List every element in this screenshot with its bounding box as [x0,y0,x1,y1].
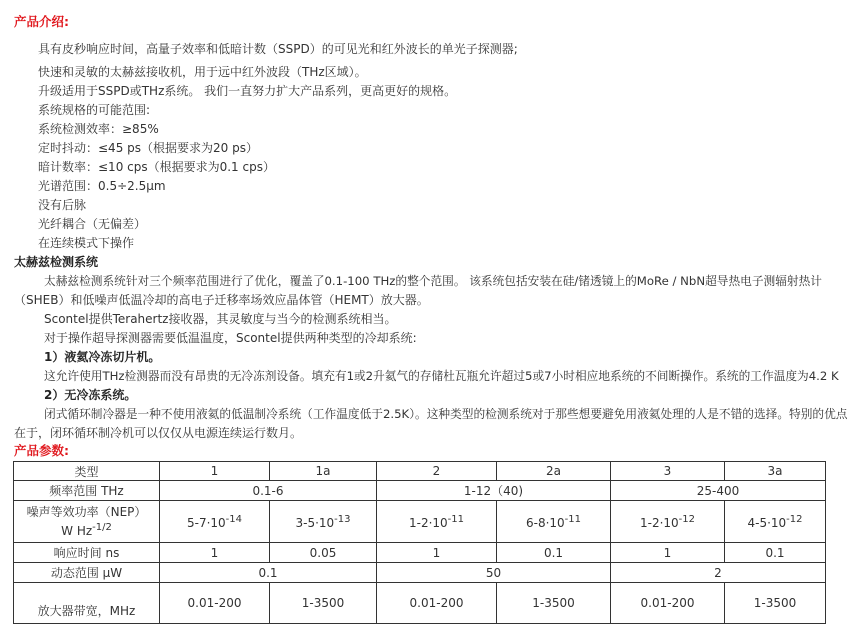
table-cell: $3-5\cdot 10^{-13}$ [270,501,377,543]
intro-line: 升级适用于SSPD或THz系统。 我们一直努力扩大产品系列，更高更好的规格。 [38,84,457,98]
table-row [14,462,826,481]
table-cell: 0.01-200 [160,583,270,624]
table-cell: 1a [270,462,377,481]
row-label: 频率范围 THz [14,481,160,501]
table-cell: $1-2\cdot 10^{-11}$ [377,501,497,543]
intro-line: 快速和灵敏的太赫兹接收机，用于远中红外波段（THz区域）。 [38,65,367,79]
row-label: 类型 [14,462,160,481]
row-label: 动态范围 μW [14,563,160,583]
table-cell: 25-400 [611,481,826,501]
table-cell: 1 [611,543,725,563]
cooling-item-text: 这允许使用THz检测器而没有昂贵的无冷冻剂设备。填充有1或2升氦气的存储杜瓦瓶允许超过5或7小时相应地系统的不间断操作。系统的工作温度为4.2 K [44,369,839,383]
table-cell: 0.01-200 [611,583,725,624]
intro-heading: 产品介绍: [14,14,69,29]
table-row [14,583,826,624]
table-cell: 3a [725,462,826,481]
row-label: 响应时间 ns [14,543,160,563]
table-cell: 1-3500 [270,583,377,624]
intro-line: 具有皮秒响应时间，高量子效率和低暗计数（SSPD）的可见光和红外波长的单光子探测器; [38,42,518,56]
intro-line: 没有后脉 [38,198,87,212]
nep-unit: W Hz [61,524,93,538]
table-cell: 0.1-6 [160,481,377,501]
table-cell: 2a [497,462,611,481]
intro-line: 定时抖动：≤45 ps（根据要求为20 ps） [38,141,258,155]
table-cell: 1 [160,462,270,481]
table-row [14,501,826,543]
table-cell: 1-12（40) [377,481,611,501]
table-cell: 3 [611,462,725,481]
table-row [14,563,826,583]
thz-paragraph: 对于操作超导探测器需要低温温度，Scontel提供两种类型的冷却系统: [44,331,417,345]
table-cell: 2 [377,462,497,481]
nep-unit-exp: -1/2 [92,522,112,533]
table-cell: 1 [377,543,497,563]
table-cell: 1-3500 [725,583,826,624]
thz-paragraph: Scontel提供Terahertz接收器，其灵敏度与当今的检测系统相当。 [44,312,397,326]
table-cell: 0.1 [725,543,826,563]
table-cell: 0.01-200 [377,583,497,624]
table-cell: 0.1 [497,543,611,563]
intro-line: 暗计数率：≤10 cps（根据要求为0.1 cps） [38,160,275,174]
cooling-item-title: 1）液氦冷冻切片机。 [44,350,161,364]
table-row [14,543,826,563]
table-cell: $4-5\cdot 10^{-12}$ [725,501,826,543]
intro-line: 系统检测效率：≥85% [38,122,159,136]
row-label [14,501,160,543]
cooling-item-text: 在于，闭环循环制冷机可以仅仅从电源连续运行数月。 [14,426,303,440]
params-heading: 产品参数: [14,443,69,458]
cooling-item-text: 闭式循环制冷器是一种不使用液氦的低温制冷系统（工作温度低于2.5K）。这种类型的检测系统对于那些想要避免用液氦处理的人是不错的选择。特别的优点 [44,407,848,421]
intro-line: 光谱范围：0.5÷2.5μm [38,179,166,193]
table-cell: 1 [160,543,270,563]
intro-line: 在连续模式下操作 [38,236,135,250]
table-row [14,481,826,501]
table-cell: 0.1 [160,563,377,583]
table-cell: 0.05 [270,543,377,563]
table-cell: $1-2\cdot 10^{-12}$ [611,501,725,543]
intro-line: 光纤耦合（无偏差） [38,217,147,231]
intro-line: 系统规格的可能范围: [38,103,151,117]
table-cell: 1-3500 [497,583,611,624]
table-cell: 2 [611,563,826,583]
thz-heading: 太赫兹检测系统 [14,255,99,269]
table-cell: 50 [377,563,611,583]
thz-paragraph: 太赫兹检测系统针对三个频率范围进行了优化，覆盖了0.1-100 THz的整个范围。 该系统包括安装在硅/锗透镜上的MoRe / NbN超导热电子测辐射热计 [44,274,822,288]
thz-paragraph: （SHEB）和低噪声低温冷却的高电子迁移率场效应晶体管（HEMT）放大器。 [14,293,429,307]
spec-table [13,461,826,624]
cooling-item-title: 2）无冷冻系统。 [44,388,137,402]
table-cell: $6-8\cdot 10^{-11}$ [497,501,611,543]
row-label: 放大器带宽，MHz [14,583,160,624]
nep-label: 噪声等效功率（NEP） [26,505,147,519]
table-cell: $5-7\cdot 10^{-14}$ [160,501,270,543]
